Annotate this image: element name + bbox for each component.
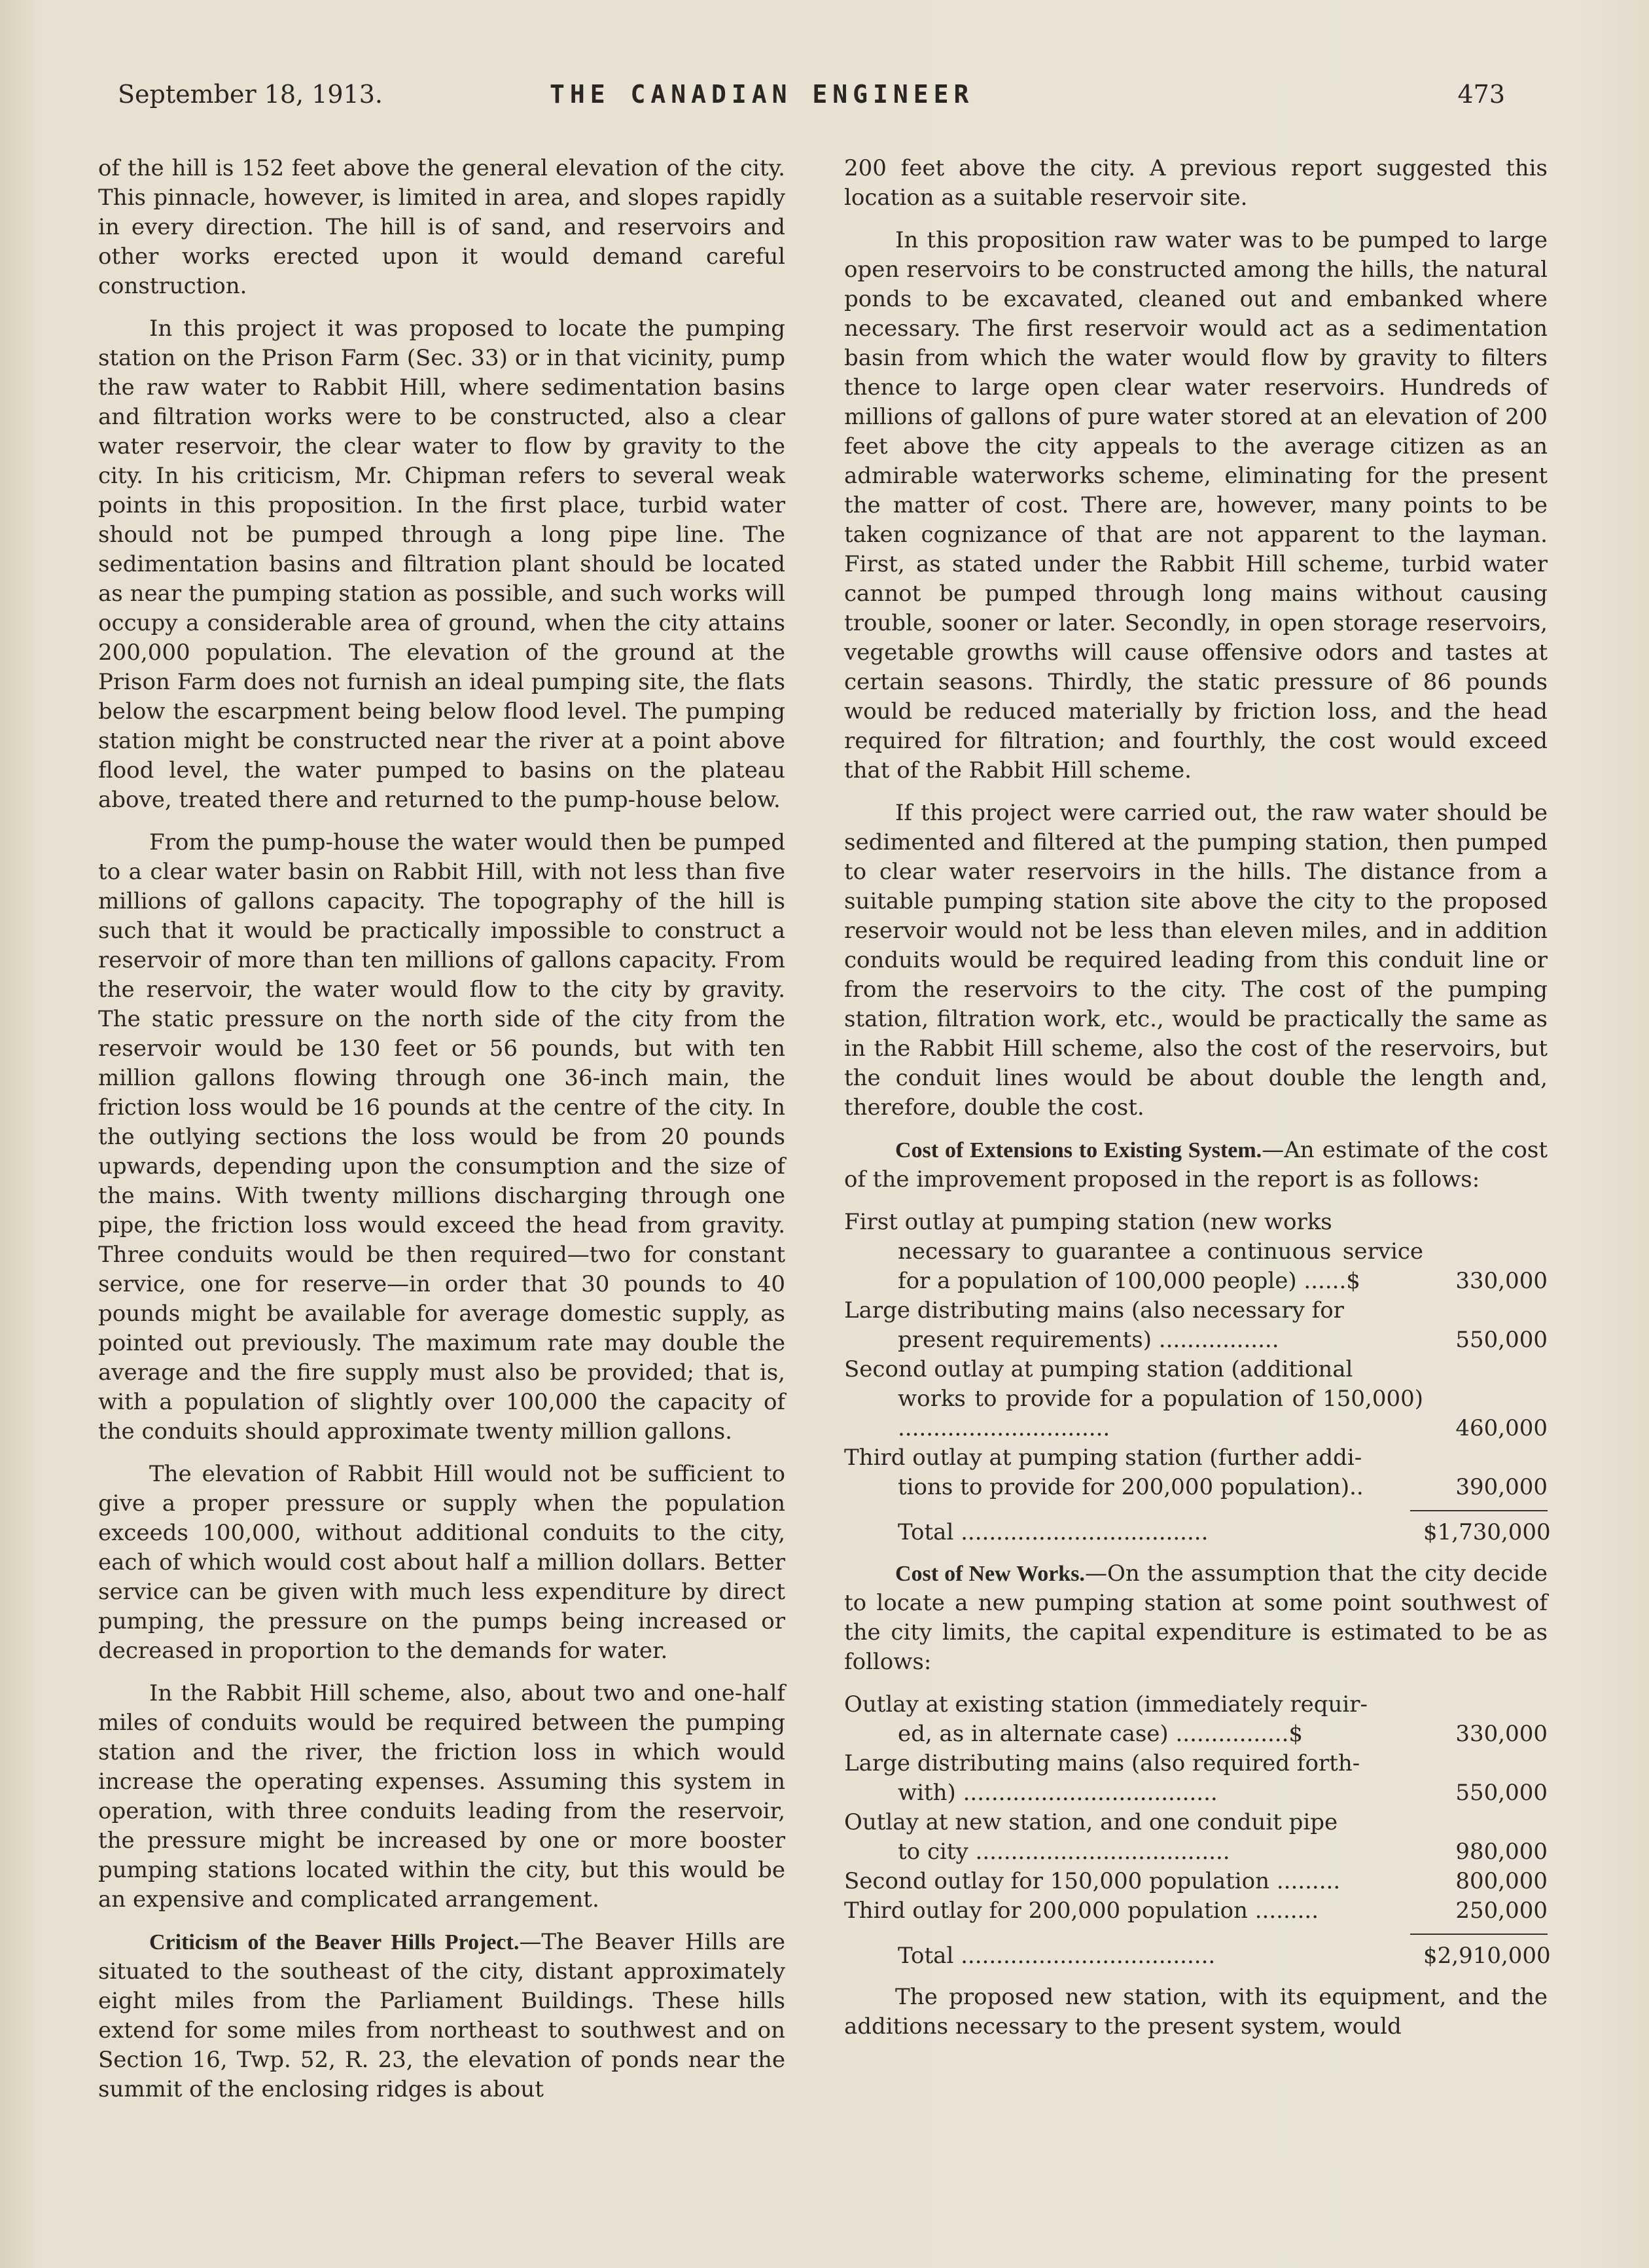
item-value: 800,000	[1455, 1868, 1548, 1894]
paragraph: From the pump-house the water would then be pumped to a clear water basin on Rabbit Hill, with not less than five millions of gallons capacity. The topography of the hill is such that it would be practically impossible to construct a reservoir of more than ten millions of gallons capacity. From the reservoir, the water would flow to the city by gravity. The static pressure on the north side of the city from the reservoir would be 130 feet or 56 pounds, but with ten million gallons flowing through one 36-inch main, the friction loss would be 16 pounds at the centre of the city. In the outlying sections the loss would be from 20 pounds upwards, depending upon the consumption and the size of the mains. With twenty millions discharging through one pipe, the friction loss would exceed the head from gravity. Three conduits would be then required—two for constant service, one for reserve—in order that 30 pounds to 40 pounds might be available for average domestic supply, as pointed out previously. The maximum rate may double the average and the fire supply must also be provided; that is, with a population of slightly over 100,000 the capacity of the conduits should approximate twenty million gallons.	[98, 829, 785, 1445]
section-body: —The Beaver Hills are situated to the southeast of the city, distant approximately eight miles from the Parliament Buildings. These hills extend for some miles from northeast to southwest and on Section 16, Twp. 52, R. 23, the elevation of ponds near the summit of the enclosing ridges is about	[98, 1929, 785, 2102]
header-date: September 18, 1913.	[118, 80, 383, 109]
section-heading: Criticism of the Beaver Hills Project.	[149, 1930, 520, 1954]
item-label-cont: present requirements) .................	[898, 1327, 1279, 1353]
paragraph	[98, 1928, 785, 2104]
item-label: First outlay at pumping station (new works	[844, 1209, 1332, 1235]
total-row	[844, 1941, 1551, 1971]
extensions-cost-table	[844, 1208, 1551, 1547]
paragraph	[844, 1559, 1548, 1677]
right-column	[844, 154, 1551, 2055]
item-label: Large distributing mains (also required forth-	[844, 1750, 1360, 1776]
item-value: 250,000	[1455, 1898, 1548, 1924]
paragraph: 200 feet above the city. A previous report suggested this location as a suitable reservoir site.	[844, 155, 1548, 211]
item-label-cont: ed, as in alternate case) ................$	[898, 1721, 1303, 1747]
section-heading: Cost of New Works.	[895, 1562, 1085, 1586]
table-row	[844, 1443, 1548, 1502]
item-value: 330,000	[1455, 1268, 1548, 1294]
left-column	[98, 154, 785, 2117]
page-number: 473	[1457, 80, 1505, 109]
table-row	[844, 1808, 1548, 1867]
total-rule	[1410, 1510, 1548, 1511]
section-heading: Cost of Extensions to Existing System.	[895, 1138, 1262, 1162]
item-label: Second outlay for 150,000 population .........	[844, 1868, 1341, 1894]
paragraph: The elevation of Rabbit Hill would not be sufficient to give a proper pressure or supply when the population exceeds 100,000, without additional conduits to the city, each of which would cost about half a million dollars. Better service can be given with much less expenditure by direct pumping, the pressure on the pumps being increased or decreased in proportion to the demands for water.	[98, 1461, 785, 1664]
total-value: $1,730,000	[1423, 1519, 1551, 1545]
table-row	[844, 1749, 1548, 1808]
total-label: Total ....................................	[898, 1943, 1216, 1969]
journal-title: THE CANADIAN ENGINEER	[550, 80, 974, 109]
total-row	[844, 1518, 1551, 1547]
paragraph	[844, 1136, 1548, 1195]
item-value: 390,000	[1455, 1474, 1548, 1500]
new-works-cost-table	[844, 1690, 1551, 1971]
item-label: Third outlay for 200,000 population .........	[844, 1898, 1319, 1924]
total-label: Total ...................................	[898, 1519, 1209, 1545]
total-rule	[1410, 1934, 1548, 1935]
paragraph: of the hill is 152 feet above the general elevation of the city. This pinnacle, however, is limited in area, and slopes rapidly in every direction. The hill is of sand, and reservoirs and other works erected upon it would demand careful construction.	[98, 155, 785, 299]
item-value: 550,000	[1455, 1780, 1548, 1806]
item-label-cont: works to provide for a population of 150,000) ..............................	[898, 1386, 1423, 1441]
paragraph: In this project it was proposed to locate the pumping station on the Prison Farm (Sec. 33) or in that vicinity, pump the raw water to Rabbit Hill, where sedimentation basins and filtration works were to be constructed, also a clear water reservoir, the clear water to flow by gravity to the city. In his criticism, Mr. Chipman refers to several weak points in this proposition. In the first place, turbid water should not be pumped through a long pipe line. The sedimentation basins and filtration plant should be located as near the pumping station as possible, and such works will occupy a considerable area of ground, when the city attains 200,000 population. The elevation of the ground at the Prison Farm does not furnish an ideal pumping site, the flats below the escarpment being below flood level. The pumping station might be constructed near the river at a point above flood level, the water pumped to basins on the plateau above, treated there and returned to the pump-house below.	[98, 315, 785, 813]
item-label-cont: with) ....................................	[898, 1780, 1218, 1806]
paragraph: In the Rabbit Hill scheme, also, about two and one-half miles of conduits would be required between the pumping station and the river, the friction loss in which would increase the operating expenses. Assuming this system in operation, with three conduits leading from the reservoir, the pressure might be increased by one or more booster pumping stations located within the city, but this would be an expensive and complicated arrangement.	[98, 1680, 785, 1913]
paragraph: If this project were carried out, the raw water should be sedimented and filtered at the pumping station, then pumped to clear water reservoirs in the hills. The distance from a suitable pumping station site above the city to the proposed reservoir would not be less than eleven miles, and in addition conduits would be required leading from this conduit line or from the reservoirs to the city. The cost of the pumping station, filtration work, etc., would be practically the same as in the Rabbit Hill scheme, also the cost of the reservoirs, but the conduit lines would be about double the length and, therefore, double the cost.	[844, 800, 1548, 1121]
item-label: Outlay at existing station (immediately requir-	[844, 1691, 1368, 1718]
item-label-cont: to city ....................................	[898, 1839, 1230, 1865]
item-value: 460,000	[1455, 1415, 1548, 1441]
item-label-cont: tions to provide for 200,000 population)..	[898, 1474, 1364, 1500]
item-label-cont: necessary to guarantee a continuous service for a population of 100,000 people) ......$	[898, 1238, 1423, 1294]
table-row	[844, 1208, 1548, 1296]
item-value: 980,000	[1455, 1839, 1548, 1865]
item-label: Large distributing mains (also necessary for	[844, 1297, 1344, 1323]
item-label: Third outlay at pumping station (further addi-	[844, 1445, 1362, 1471]
item-value: 330,000	[1455, 1721, 1548, 1747]
paragraph: The proposed new station, with its equipment, and the additions necessary to the present system, would	[844, 1984, 1548, 2040]
running-header	[118, 73, 1505, 119]
table-row	[844, 1896, 1548, 1926]
table-row	[844, 1296, 1548, 1355]
section-body: —On the assumption that the city decide to locate a new pumping station at some point southwest of the city limits, the capital expenditure is estimated to be as follows:	[844, 1560, 1548, 1675]
item-value: 550,000	[1455, 1327, 1548, 1353]
table-row	[844, 1690, 1548, 1749]
table-row	[844, 1355, 1548, 1443]
item-label: Outlay at new station, and one conduit pipe	[844, 1809, 1338, 1835]
paragraph: In this proposition raw water was to be pumped to large open reservoirs to be constructed among the hills, the natural ponds to be excavated, cleaned out and embanked where necessary. The first reservoir would act as a sedimentation basin from which the water would flow by gravity to filters thence to large open clear water reservoirs. Hundreds of millions of gallons of pure water stored at an elevation of 200 feet above the city appeals to the average citizen as an admirable waterworks scheme, eliminating for the present the matter of cost. There are, however, many points to be taken cognizance of that are not apparent to the layman. First, as stated under the Rabbit Hill scheme, turbid water cannot be pumped through long mains without causing trouble, sooner or later. Secondly, in open storage reservoirs, vegetable growths will cause offensive odors and tastes at certain seasons. Thirdly, the static pressure of 86 pounds would be reduced materially by friction loss, and the head required for filtration; and fourthly, the cost would exceed that of the Rabbit Hill scheme.	[844, 227, 1548, 783]
section-body: —An estimate of the cost of the improvement proposed in the report is as follows:	[844, 1137, 1548, 1193]
total-value: $2,910,000	[1423, 1943, 1551, 1969]
item-label: Second outlay at pumping station (additional	[844, 1356, 1353, 1382]
table-row	[844, 1867, 1548, 1896]
